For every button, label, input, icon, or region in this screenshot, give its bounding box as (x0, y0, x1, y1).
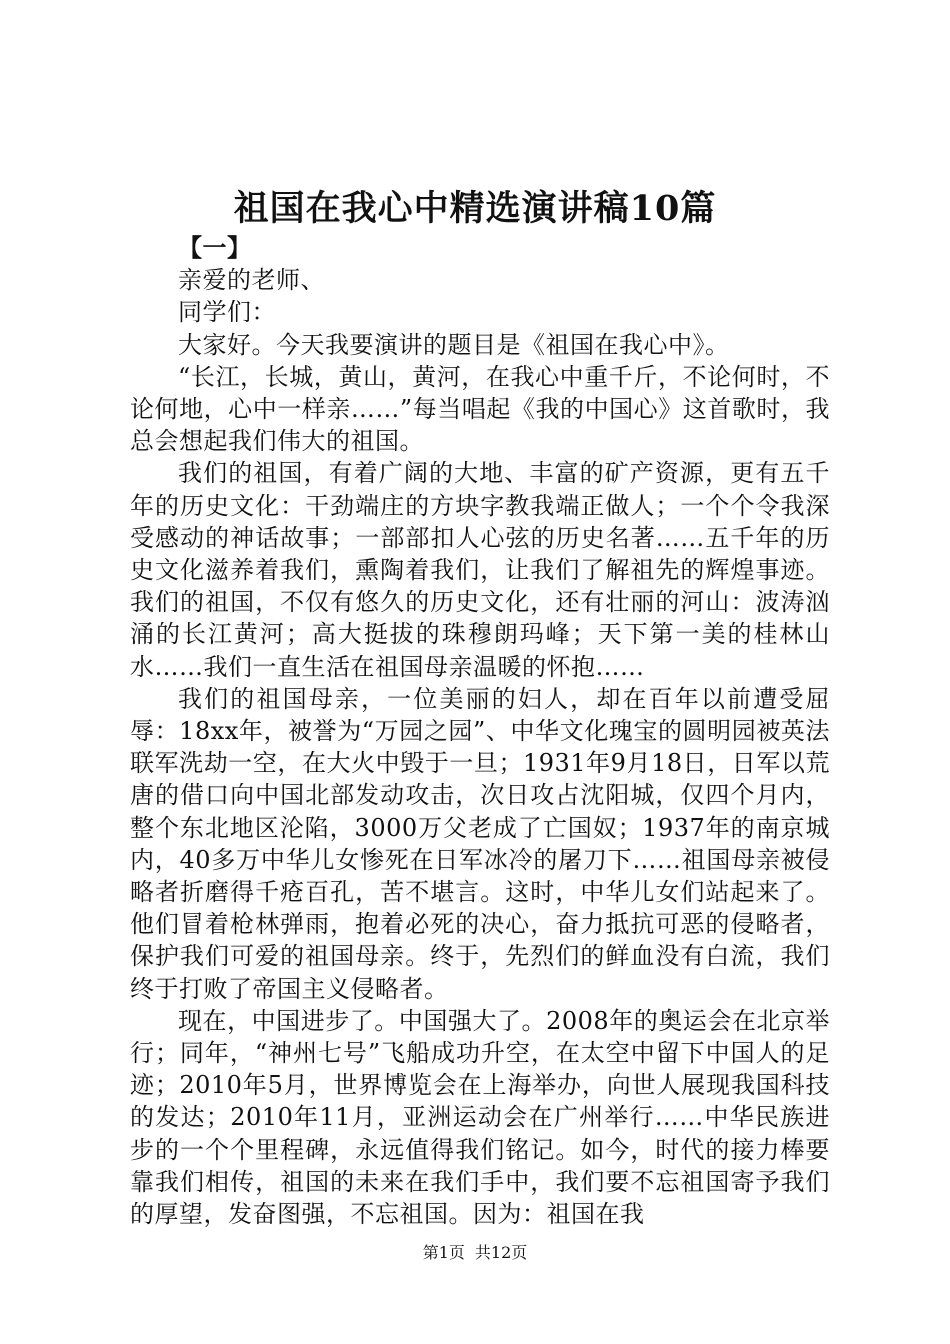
page-footer (0, 1241, 950, 1265)
paragraph-history: 我们的祖国，有着广阔的大地、丰富的矿产资源，更有五千年的历史文化：干劲端庄的方块字教我端正做人；一个个令我深受感动的神话故事；一部部扣人心弦的历史名著……五千年的历史文化滋养着我们，熏陶着我们，让我们了解祖先的辉煌事迹。我们的祖国，不仅有悠久的历史文化，还有壮丽的河山：波涛汹涌的长江黄河；高大挺拔的珠穆朗玛峰；天下第一美的桂林山水……我们一直生活在祖国母亲温暖的怀抱…… (130, 459, 830, 681)
page-number: 第1页 (422, 1243, 465, 1262)
salutation-line-2: 同学们： (178, 298, 276, 327)
page-total: 共12页 (474, 1243, 528, 1262)
paragraph-song: “长江，长城，黄山，黄河，在我心中重千斤，不论何时，不论何地，心中一样亲……”每当唱起《我的中国心》这首歌时，我总会想起我们伟大的祖国。 (130, 362, 830, 456)
paragraph-humiliation: 我们的祖国母亲，一位美丽的妇人，却在百年以前遭受屈辱：18xx年，被誉为“万园之园”、中华文化瑰宝的圆明园被英法联军洗劫一空，在大火中毁于一旦；1931年9月18日，日军以荒唐的借口向中国北部发动攻击，次日攻占沈阳城，仅四个月内，整个东北地区沦陷，3000万父老成了亡国奴；1937年的南京城内，40多万中华儿女惨死在日军冰冷的屠刀下……祖国母亲被侵略者折磨得千疮百孔，苦不堪言。这时，中华儿女们站起来了。他们冒着枪林弹雨，抱着必死的决心，奋力抵抗可恶的侵略者，保护我们可爱的祖国母亲。终于，先烈们的鲜血没有白流，我们终于打败了帝国主义侵略者。 (130, 684, 830, 1003)
paragraph-progress: 现在，中国进步了。中国强大了。2008年的奥运会在北京举行；同年，“神州七号”飞船成功升空，在太空中留下中国人的足迹；2010年5月，世界博览会在上海举办，向世人展现我国科技的发达；2010年11月，亚洲运动会在广州举行……中华民族进步的一个个里程碑，永远值得我们铭记。如今，时代的接力棒要靠我们相传，祖国的未来在我们手中，我们要不忘祖国寄予我们的厚望，发奋图强，不忘祖国。因为：祖国在我 (130, 1006, 830, 1229)
section-heading: 【一】 (178, 233, 252, 262)
document-body (130, 232, 830, 1230)
paragraph-opening: 大家好。今天我要演讲的题目是《祖国在我心中》。 (178, 330, 730, 359)
document-title: 祖国在我心中精选演讲稿10篇 (233, 188, 717, 229)
salutation-line-1: 亲爱的老师、 (178, 266, 325, 295)
